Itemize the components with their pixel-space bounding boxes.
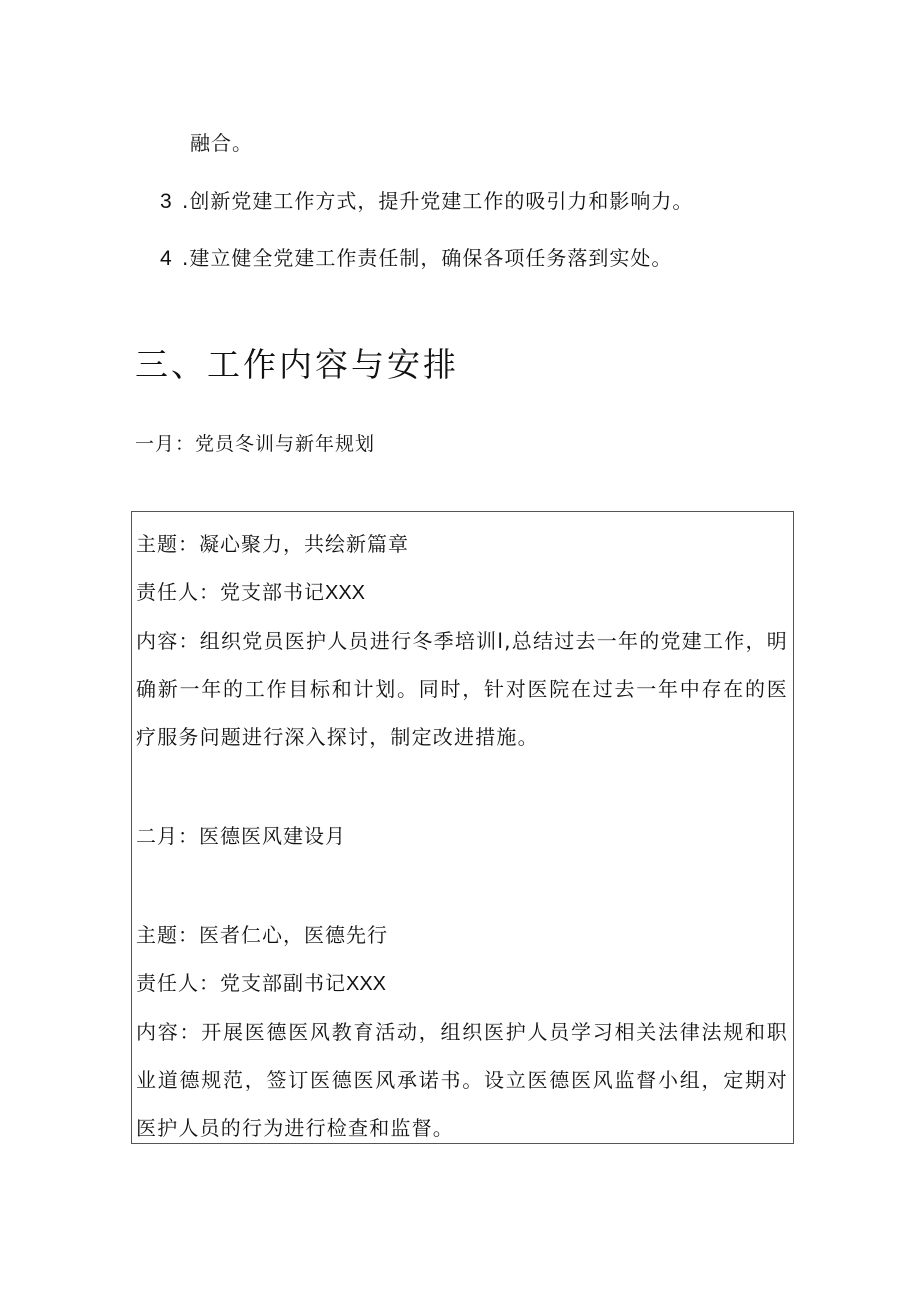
february-theme: 主题：医者仁心，医德先行 <box>136 923 388 947</box>
goal-item-text: .建立健全党建工作责任制，确保各项任务落到实处。 <box>182 246 673 270</box>
owner-name: XXX <box>346 973 387 995</box>
goal-item-3 <box>160 187 693 216</box>
owner-name: XXX <box>325 582 366 604</box>
owner-label: 责任人：党支部书记 <box>136 580 325 604</box>
january-content: 内容：组织党员医护人员进行冬季培训l,总结过去一年的党建工作，明确新一年的工作目标和计划。同时，针对医院在过去一年中存在的医疗服务问题进行深入探讨，制定改进措施。 <box>136 629 788 749</box>
january-title: 一月：党员冬训与新年规划 <box>135 433 376 455</box>
section-heading: 三、工作内容与安排 <box>135 345 459 384</box>
february-content: 内容：开展医德医风教育活动，组织医护人员学习相关法律法规和职业道德规范，签订医德医风承诺书。设立医德医风监督小组，定期对医护人员的行为进行检查和监督。 <box>136 1020 788 1140</box>
january-owner <box>136 578 365 607</box>
goal-item-text: .创新党建工作方式，提升党建工作的吸引力和影响力。 <box>182 189 694 213</box>
owner-label: 责任人：党支部副书记 <box>136 971 346 995</box>
goal-item-number: 4 <box>160 247 173 270</box>
goal-item-4 <box>160 244 672 273</box>
january-theme: 主题：凝心聚力，共绘新篇章 <box>136 532 409 556</box>
february-owner <box>136 969 386 998</box>
february-title: 二月：医德医风建设月 <box>136 824 346 848</box>
goal-item-number: 3 <box>160 190 173 213</box>
schedule-table-box <box>131 511 794 1144</box>
continuation-text: 融合。 <box>190 131 253 155</box>
